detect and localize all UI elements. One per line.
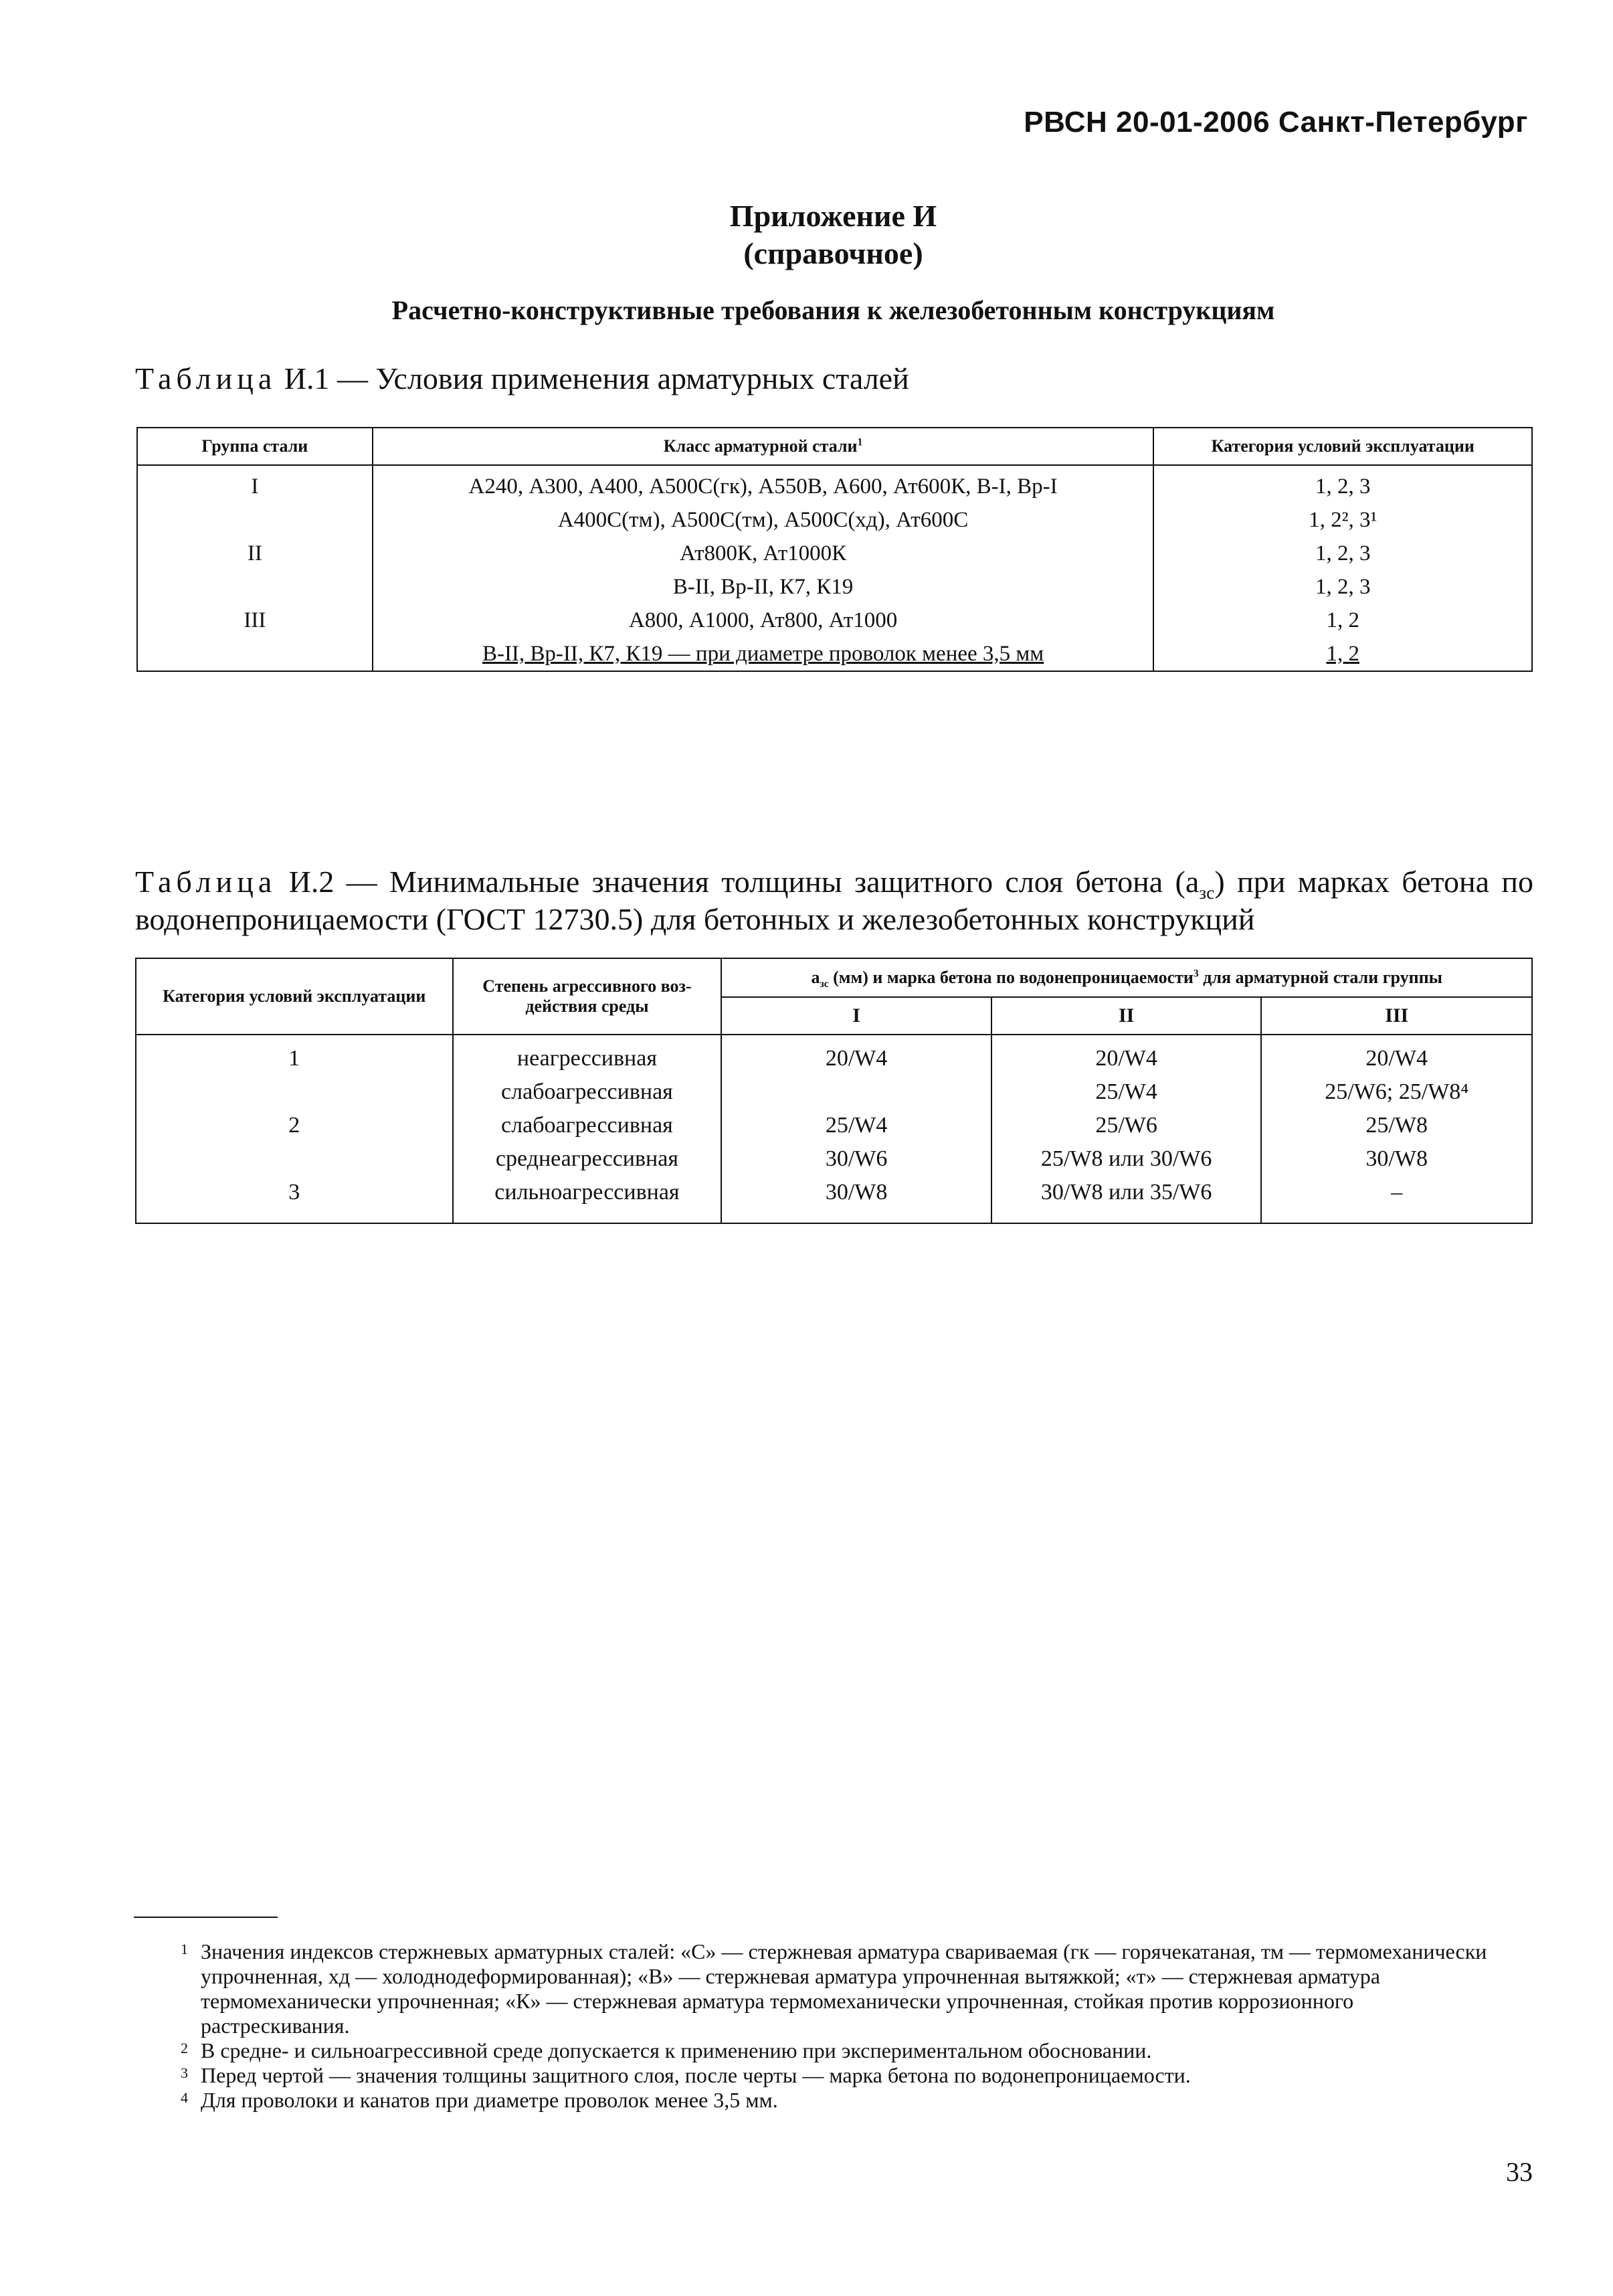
table2-header-sup: 3	[1193, 968, 1199, 980]
table1-cell-group	[137, 503, 373, 537]
table1-cell-class-text: В-II, Вр-II, К7, К19 — при диаметре проволок менее 3,5 мм	[482, 642, 1044, 666]
appendix-title: Приложение И	[729, 199, 937, 233]
table2-cell-environment: сильноагрессивная	[453, 1176, 722, 1223]
table1-caption	[135, 360, 909, 398]
footnote-1-number: 1	[181, 1941, 188, 1957]
table1-header-class	[373, 428, 1154, 465]
table-protective-layer	[135, 958, 1533, 1224]
footnote-2-text: В средне- и сильноагрессивной среде допускается к применению при экспериментальном обосновании.	[201, 2038, 1152, 2062]
table2-header-rest: (мм) и марка бетона по водонепроницаемости	[828, 968, 1194, 987]
table1-header-group: Группа стали	[137, 428, 373, 465]
table-row	[136, 1075, 1532, 1109]
table1-header-category: Категория условий эксплуатации	[1153, 428, 1532, 465]
table1-cell-category: 1, 2, 3	[1153, 570, 1532, 604]
table-row	[137, 570, 1532, 604]
table1-cell-class: Ат800К, Ат1000К	[373, 537, 1154, 570]
table2-caption	[135, 863, 1533, 938]
table1-cell-class: А800, А1000, Ат800, Ат1000	[373, 604, 1154, 637]
table2-header-row	[136, 958, 1532, 997]
table-row	[137, 637, 1532, 671]
table2-cell-group-iii: 20/W4	[1261, 1035, 1532, 1075]
table1-header-class-sup: 1	[857, 436, 863, 448]
table2-cell-group-i	[721, 1075, 991, 1109]
table1-cell-class: А240, А300, А400, А500С(гк), А550В, А600, Ат600К, В-I, Вр-I	[373, 465, 1154, 503]
table1-cell-class	[373, 637, 1154, 671]
table1-cell-group: II	[137, 537, 373, 570]
table2-caption-end: ) при марках бетона по водонепроницаемости (ГОСТ 12730.5) для бетонных и железобетонных конструкций	[135, 865, 1533, 936]
table-row	[136, 1109, 1532, 1142]
footnotes	[181, 1939, 1492, 2113]
table2-cell-category	[136, 1075, 453, 1109]
footnote-1	[181, 1939, 1492, 2038]
table2-header-category: Категория условий эксплуатации	[136, 958, 453, 1035]
table1-caption-word: Таблица	[135, 361, 277, 395]
table1-header-row	[137, 428, 1532, 465]
table2-cell-group-ii: 25/W8 или 30/W6	[991, 1142, 1262, 1176]
table1-cell-category: 1, 2, 3	[1153, 537, 1532, 570]
table2-header-end: для арматурной стали группы	[1198, 968, 1442, 987]
appendix-subtitle: (справочное)	[743, 236, 923, 270]
table2-cell-group-iii: –	[1261, 1176, 1532, 1223]
table2-cell-group-iii: 25/W6; 25/W8⁴	[1261, 1075, 1532, 1109]
table2-header-group-i: I	[721, 997, 991, 1035]
table2-header-group	[721, 958, 1532, 997]
table2-cell-group-i: 20/W4	[721, 1035, 991, 1075]
table2-cell-group-i: 30/W8	[721, 1176, 991, 1223]
table-steel-conditions	[136, 427, 1533, 672]
table2-cell-category: 1	[136, 1035, 453, 1075]
document-header: РВСН 20-01-2006 Санкт-Петербург	[1024, 106, 1528, 139]
table1-cell-group: III	[137, 604, 373, 637]
table2-header-group-ii: II	[991, 997, 1262, 1035]
table2-header-sub: зс	[820, 978, 829, 990]
table1-cell-class: А400С(тм), А500С(тм), А500С(хд), Ат600С	[373, 503, 1154, 537]
table-row	[136, 1176, 1532, 1223]
table2-cell-group-i: 25/W4	[721, 1109, 991, 1142]
appendix-heading	[27, 197, 1613, 272]
table2-header-group-iii: III	[1261, 997, 1532, 1035]
table2-header-a: a	[811, 968, 820, 987]
table1-cell-group: I	[137, 465, 373, 503]
table1-caption-text: И.1 — Условия применения арматурных сталей	[276, 361, 909, 395]
footnote-3	[181, 2063, 1492, 2088]
table2-cell-environment: слабоагрессивная	[453, 1075, 722, 1109]
footnote-divider	[134, 1917, 278, 1918]
table1-cell-group	[137, 637, 373, 671]
page-number: 33	[1506, 2157, 1533, 2187]
table2-caption-sub: зс	[1199, 882, 1215, 903]
table2-header-environment: Степень агрессивного воз-действия среды	[453, 958, 722, 1035]
table-row	[136, 1035, 1532, 1075]
table-row	[137, 604, 1532, 637]
footnote-4-number: 4	[181, 2089, 188, 2106]
table2-cell-group-i: 30/W6	[721, 1142, 991, 1176]
table2-cell-category: 2	[136, 1109, 453, 1142]
table1-cell-category	[1153, 637, 1532, 671]
table2-cell-group-iii: 25/W8	[1261, 1109, 1532, 1142]
table2-caption-text: И.2 — Минимальные значения толщины защитного слоя бетона (a	[276, 865, 1200, 899]
table2-cell-group-iii: 30/W8	[1261, 1142, 1532, 1176]
footnote-4-text: Для проволоки и канатов при диаметре проволок менее 3,5 мм.	[201, 2088, 778, 2112]
table2-cell-category: 3	[136, 1176, 453, 1223]
table2-cell-environment: слабоагрессивная	[453, 1109, 722, 1142]
table-row	[136, 1142, 1532, 1176]
table2-caption-word: Таблица	[135, 865, 277, 899]
table-row	[137, 503, 1532, 537]
footnote-3-text: Перед чертой — значения толщины защитного слоя, после черты — марка бетона по водонепроницаемости.	[201, 2063, 1191, 2087]
table2-cell-group-ii: 25/W4	[991, 1075, 1262, 1109]
table2-cell-environment: неагрессивная	[453, 1035, 722, 1075]
table1-cell-category: 1, 2	[1153, 604, 1532, 637]
table1-cell-category-text: 1, 2	[1326, 642, 1359, 666]
footnote-3-number: 3	[181, 2064, 188, 2081]
footnote-1-text: Значения индексов стержневых арматурных сталей: «С» — стержневая арматура свариваемая (гк — горячекатаная, тм — термомеханически упрочненная, хд — холоднодеформированная); «В» — стержневая арматура упрочненная вытяжкой; «т» — стержневая арматура термомеханически упрочненная; «К» — стержневая арматура термомеханически упрочненная, стойкая против коррозионного растрескивания.	[201, 1939, 1487, 2038]
table1-header-class-text: Класс арматурной стали	[663, 436, 858, 456]
table2-cell-group-ii: 25/W6	[991, 1109, 1262, 1142]
table-row	[137, 537, 1532, 570]
table2-cell-category	[136, 1142, 453, 1176]
footnote-2-number: 2	[181, 2040, 188, 2056]
footnote-2	[181, 2038, 1492, 2063]
table2-cell-environment: среднеагрессивная	[453, 1142, 722, 1176]
table1-cell-category: 1, 2, 3	[1153, 465, 1532, 503]
footnote-4	[181, 2088, 1492, 2113]
table1-cell-category: 1, 2², 3¹	[1153, 503, 1532, 537]
section-title: Расчетно-конструктивные требования к железобетонным конструкциям	[391, 295, 1275, 325]
table-row	[137, 465, 1532, 503]
table2-cell-group-ii: 30/W8 или 35/W6	[991, 1176, 1262, 1223]
table1-cell-group	[137, 570, 373, 604]
table2-cell-group-ii: 20/W4	[991, 1035, 1262, 1075]
table1-cell-class: В-II, Вр-II, К7, К19	[373, 570, 1154, 604]
